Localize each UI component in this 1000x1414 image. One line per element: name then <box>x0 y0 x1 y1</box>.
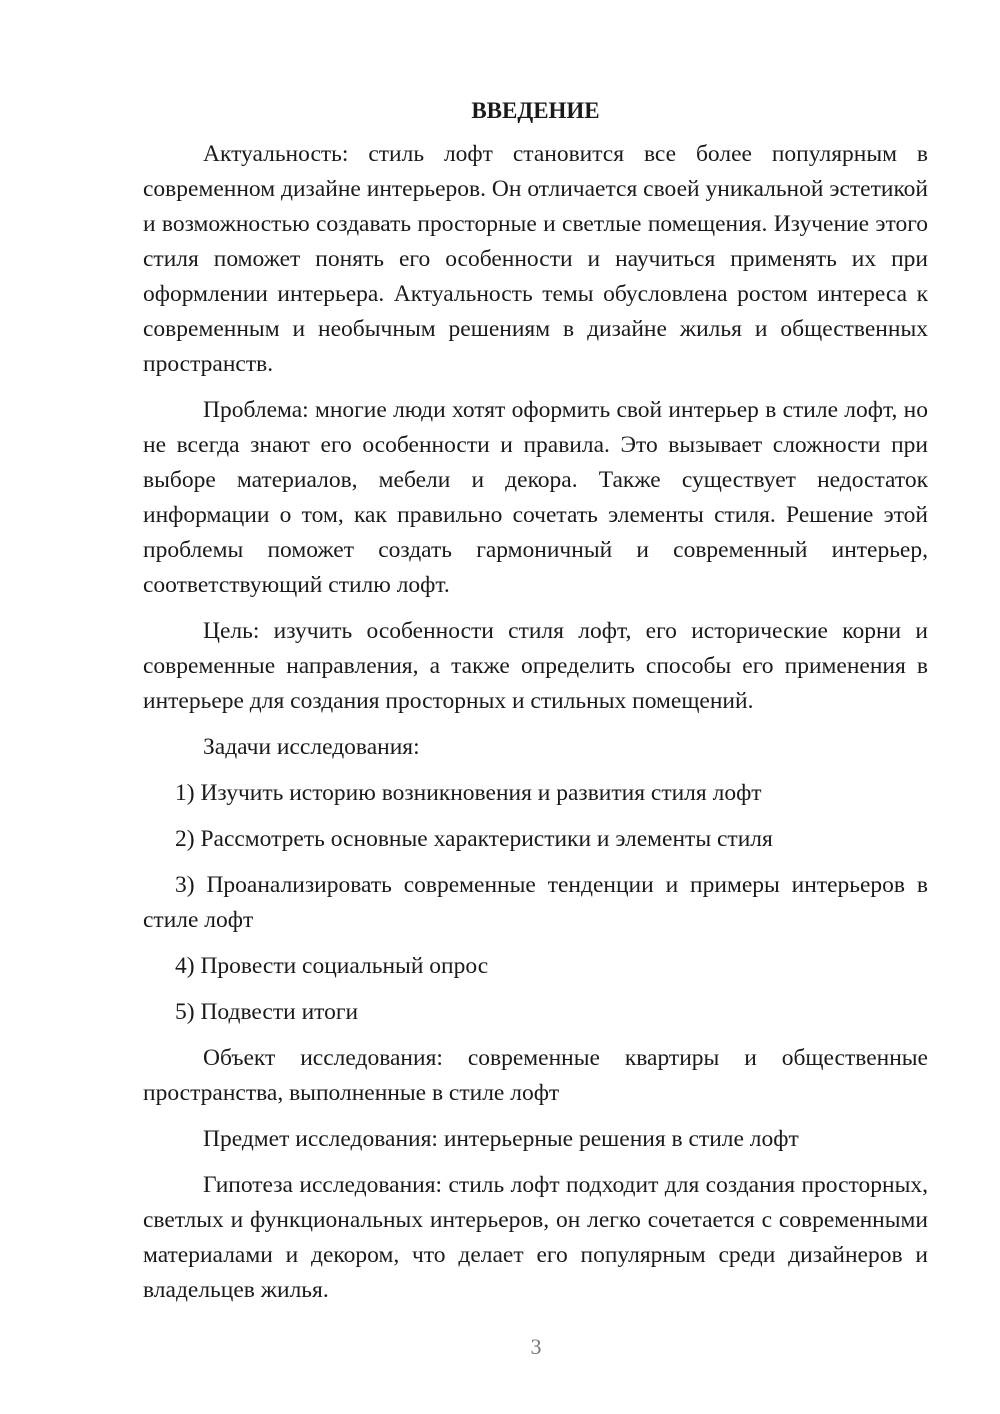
paragraph-goal: Цель: изучить особенности стиля лофт, его исторические корни и современные направления, а также определить способы его применения в интерьере для создания просторных и стильных помещений. <box>143 618 928 714</box>
paragraph-hypothesis: Гипотеза исследования: стиль лофт подходит для создания просторных, светлых и функциональных интерьеров, он легко сочетается с современными материалами и декором, что делает его популярным среди дизайнеров и владельцев жилья. <box>143 1172 928 1303</box>
task-item: 1) Изучить историю возникновения и развития стиля лофт <box>175 780 762 806</box>
page-number: 3 <box>530 1334 542 1359</box>
task-item: 4) Провести социальный опрос <box>175 953 489 979</box>
paragraph-problem: Проблема: многие люди хотят оформить свой интерьер в стиле лофт, но не всегда знают его особенности и правила. Это вызывает сложности при выборе материалов, мебели и декора. Также существует недостаток информации о том, как правильно сочетать элементы стиля. Решение этой проблемы поможет создать гармоничный и современный интерьер, соответствующий стилю лофт. <box>143 397 928 598</box>
paragraph-relevance: Актуальность: стиль лофт становится все более популярным в современном дизайне интерьеров. Он отличается своей уникальной эстетикой и возможностью создавать просторные и светлые помещения. Изучение этого стиля поможет понять его особенности и научиться применять их при оформлении интерьера. Актуальность темы обусловлена ростом интереса к современным и необычным решениям в дизайне жилья и общественных пространств. <box>143 141 928 377</box>
task-item: 5) Подвести итоги <box>175 999 359 1025</box>
tasks-heading: Задачи исследования: <box>203 734 420 760</box>
paragraph-subject: Предмет исследования: интерьерные решения в стиле лофт <box>203 1126 799 1152</box>
task-item: 2) Рассмотреть основные характеристики и элементы стиля <box>175 826 773 852</box>
section-title: ВВЕДЕНИЕ <box>471 98 600 123</box>
paragraph-object: Объект исследования: современные квартиры и общественные пространства, выполненные в стиле лофт <box>143 1045 928 1106</box>
document-page <box>143 96 928 1319</box>
task-item: 3) Проанализировать современные тенденции и примеры интерьеров в стиле лофт <box>143 872 928 933</box>
